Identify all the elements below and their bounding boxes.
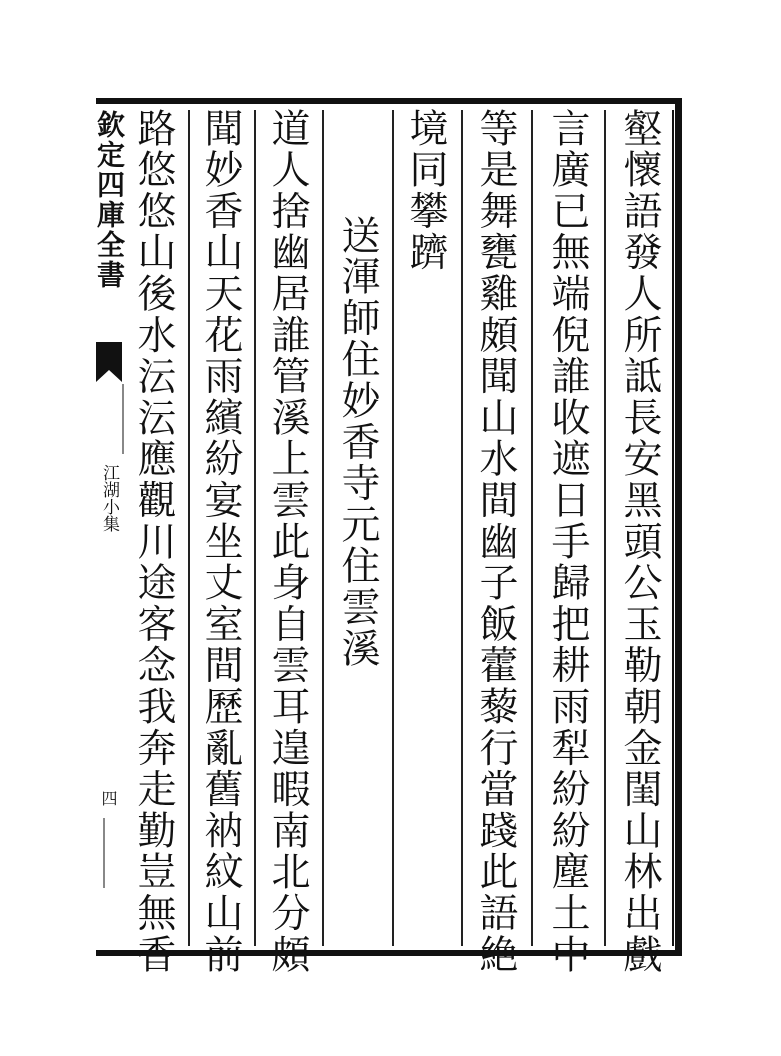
text-column-3: 等是舞甕雞頗聞山水間幽子飯藿藜行當踐此語絶 <box>473 108 518 976</box>
text-column-6: 道人捨幽居誰管溪上雲此身自雲耳遑暇南北分頗 <box>265 108 310 976</box>
column-divider <box>188 110 190 946</box>
margin-rule-bottom <box>103 818 105 888</box>
poem-title-column: 送渾師住妙香寺元住雲溪 <box>335 215 380 670</box>
frame-inner-rule <box>672 110 674 946</box>
column-divider <box>604 110 606 946</box>
text-column-1: 壑懷語發人所詆長安黑頭公玉勒朝金閨山林出戲 <box>617 108 662 976</box>
page-frame <box>93 98 682 976</box>
margin-collection-title: 欽定四庫全書 <box>93 110 126 290</box>
column-divider <box>322 110 324 946</box>
margin-page-number: 四 <box>99 790 118 806</box>
text-column-7: 聞妙香山天花雨繽紛宴坐丈室間歷亂舊衲紋山前 <box>198 108 243 976</box>
column-divider <box>461 110 463 946</box>
column-divider <box>531 110 533 946</box>
margin-book-title: 江湖小集 <box>99 464 119 532</box>
margin-rule-top <box>122 384 124 454</box>
text-column-8: 路悠悠山後水沄沄應觀川途客念我奔走勤豈無香 <box>131 108 176 976</box>
column-divider <box>392 110 394 946</box>
column-divider <box>254 110 256 946</box>
text-column-2: 言廣已無端倪誰收遮日手歸把耕雨犁紛紛塵土中 <box>545 108 590 976</box>
text-column-4: 境同攀躋 <box>403 108 448 274</box>
